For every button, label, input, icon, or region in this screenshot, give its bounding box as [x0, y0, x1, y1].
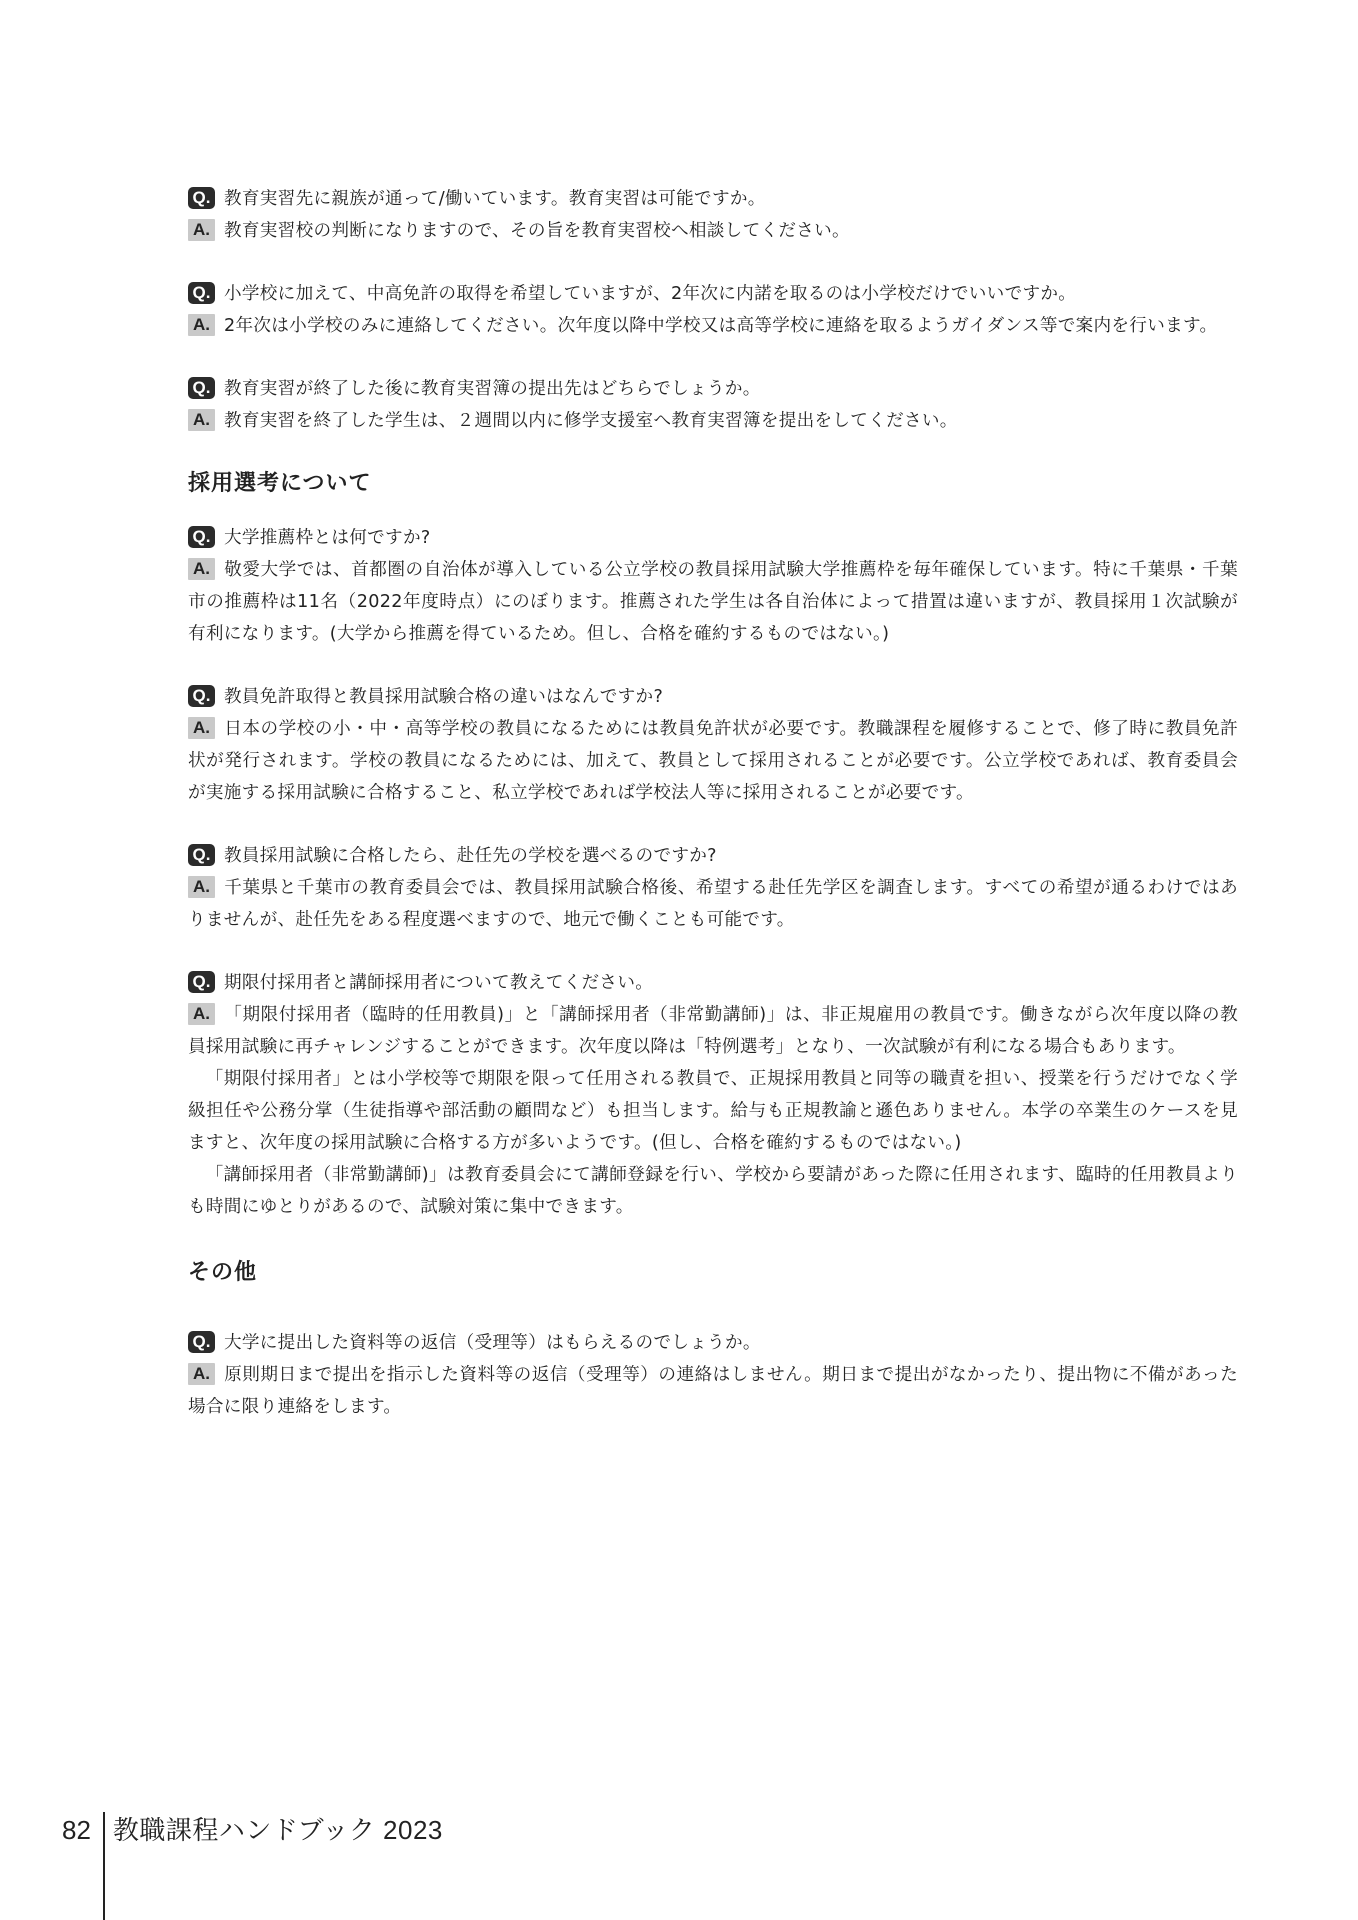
- question-text: 教員採用試験に合格したら、赴任先の学校を選べるのですか?: [224, 846, 717, 866]
- qa-item: [188, 183, 1238, 247]
- question-line: [188, 278, 1238, 310]
- question-badge: Q.: [188, 526, 215, 548]
- answer-line: [188, 872, 1238, 936]
- question-badge: Q.: [188, 187, 215, 209]
- answer-line: [188, 405, 1238, 437]
- footer-divider: [103, 1812, 105, 1920]
- question-line: [188, 840, 1238, 872]
- answer-text: 「期限付採用者（臨時的任用教員)」と「講師採用者（非常勤講師)」は、非正規雇用の教員です。働きながら次年度以降の教員採用試験に再チャレンジすることができます。次年度以降は「特例選考」となり、一次試験が有利になる場合もあります。: [188, 1005, 1238, 1057]
- footer-title: 教職課程ハンドブック 2023: [112, 1815, 443, 1845]
- qa-item: [188, 522, 1238, 650]
- answer-line: [188, 713, 1238, 809]
- qa-item: [188, 967, 1238, 1223]
- question-line: [188, 1327, 1238, 1359]
- question-text: 小学校に加えて、中高免許の取得を希望していますが、2年次に内諾を取るのは小学校だけでいいですか。: [224, 284, 1077, 304]
- answer-badge: A.: [188, 876, 215, 898]
- question-text: 教育実習先に親族が通って/働いています。教育実習は可能ですか。: [224, 189, 766, 209]
- answer-badge: A.: [188, 1003, 215, 1025]
- question-badge: Q.: [188, 377, 215, 399]
- question-badge: Q.: [188, 1331, 215, 1353]
- answer-badge: A.: [188, 219, 215, 241]
- answer-text: 日本の学校の小・中・高等学校の教員になるためには教員免許状が必要です。教職課程を履修することで、修了時に教員免許状が発行されます。学校の教員になるためには、加えて、教員として採用されることが必要です。公立学校であれば、教育委員会が実施する採用試験に合格すること、私立学校であれば学校法人等に採用されることが必要です。: [188, 719, 1238, 803]
- question-line: [188, 522, 1238, 554]
- answer-badge: A.: [188, 314, 215, 336]
- section-heading-other: その他: [188, 1260, 258, 1285]
- answer-badge: A.: [188, 1363, 215, 1385]
- answer-line: [188, 310, 1238, 342]
- answer-badge: A.: [188, 558, 215, 580]
- answer-text: 教育実習を終了した学生は、２週間以内に修学支援室へ教育実習簿を提出をしてください。: [224, 411, 958, 431]
- answer-text: 原則期日まで提出を指示した資料等の返信（受理等）の連絡はしません。期日まで提出がなかったり、提出物に不備があった場合に限り連絡をします。: [188, 1365, 1238, 1417]
- answer-text: 教育実習校の判断になりますので、その旨を教育実習校へ相談してください。: [224, 221, 850, 241]
- answer-paragraph: 「期限付採用者」とは小学校等で期限を限って任用される教員で、正規採用教員と同等の職責を担い、授業を行うだけでなく学級担任や公務分掌（生徒指導や部活動の顧問など）も担当します。給与も正規教諭と遜色ありません。本学の卒業生のケースを見ますと、次年度の採用試験に合格する方が多いようです。(但し、合格を確約するものではない。): [188, 1069, 1238, 1153]
- question-badge: Q.: [188, 282, 215, 304]
- qa-item: [188, 1327, 1238, 1423]
- question-badge: Q.: [188, 685, 215, 707]
- section-heading-saiyo: 採用選考について: [188, 471, 372, 496]
- question-badge: Q.: [188, 971, 215, 993]
- question-text: 教員免許取得と教員採用試験合格の違いはなんですか?: [224, 687, 664, 707]
- answer-badge: A.: [188, 717, 215, 739]
- answer-text: 2年次は小学校のみに連絡してください。次年度以降中学校又は高等学校に連絡を取るようガイダンス等で案内を行います。: [224, 316, 1218, 336]
- question-badge: Q.: [188, 844, 215, 866]
- question-line: [188, 967, 1238, 999]
- qa-item: [188, 373, 1238, 437]
- qa-item: [188, 840, 1238, 936]
- page-content: [188, 183, 1238, 1454]
- question-text: 大学に提出した資料等の返信（受理等）はもらえるのでしょうか。: [224, 1333, 761, 1353]
- question-line: [188, 681, 1238, 713]
- question-text: 期限付採用者と講師採用者について教えてください。: [224, 973, 654, 993]
- answer-line: [188, 215, 1238, 247]
- qa-item: [188, 278, 1238, 342]
- question-line: [188, 183, 1238, 215]
- page-footer: [62, 1812, 443, 1920]
- answer-text: 千葉県と千葉市の教育委員会では、教員採用試験合格後、希望する赴任先学区を調査します。すべての希望が通るわけではありませんが、赴任先をある程度選べますので、地元で働くことも可能です。: [188, 878, 1238, 930]
- answer-line: [188, 1359, 1238, 1423]
- answer-badge: A.: [188, 409, 215, 431]
- answer-paragraph: 「講師採用者（非常勤講師)」は教育委員会にて講師登録を行い、学校から要請があった際に任用されます、臨時的任用教員よりも時間にゆとりがあるので、試験対策に集中できます。: [188, 1165, 1238, 1217]
- page-number: 82: [62, 1815, 91, 1845]
- question-line: [188, 373, 1238, 405]
- answer-line: [188, 999, 1238, 1063]
- answer-line: [188, 554, 1238, 650]
- qa-item: [188, 681, 1238, 809]
- question-text: 大学推薦枠とは何ですか?: [224, 528, 431, 548]
- question-text: 教育実習が終了した後に教育実習簿の提出先はどちらでしょうか。: [224, 379, 761, 399]
- answer-text: 敬愛大学では、首都圏の自治体が導入している公立学校の教員採用試験大学推薦枠を毎年確保しています。特に千葉県・千葉市の推薦枠は11名（2022年度時点）にのぼります。推薦された学生は各自治体によって措置は違いますが、教員採用１次試験が有利になります。(大学から推薦を得ているため。但し、合格を確約するものではない。): [188, 560, 1238, 644]
